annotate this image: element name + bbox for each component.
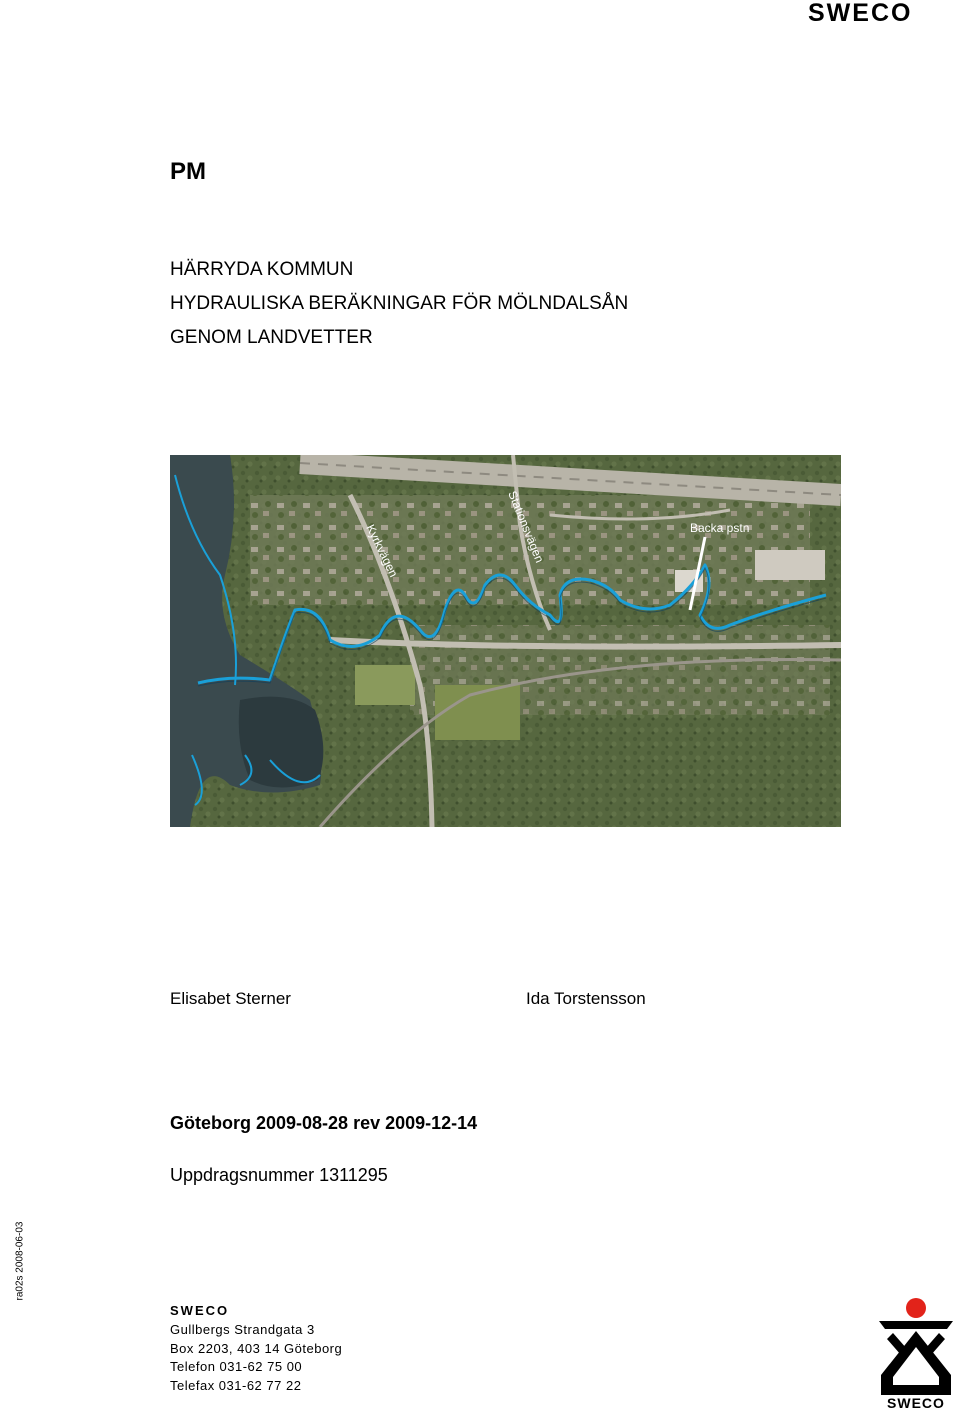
address-box: Box 2203, 403 14 Göteborg <box>170 1341 343 1356</box>
address-street: Gullbergs Strandgata 3 <box>170 1322 315 1337</box>
title-line-3: GENOM LANDVETTER <box>170 327 373 348</box>
title-line-2: HYDRAULISKA BERÄKNINGAR FÖR MÖLNDALSÅN <box>170 293 629 314</box>
address-company: SWECO <box>170 1303 230 1318</box>
date-line: Göteborg 2009-08-28 rev 2009-12-14 <box>170 1113 478 1133</box>
author-2: Ida Torstensson <box>526 989 646 1008</box>
assignment-number: Uppdragsnummer 1311295 <box>170 1165 388 1185</box>
map-illustration <box>170 455 841 827</box>
label-backa-pstn: Backa pstn <box>690 521 750 535</box>
sweco-emblem-icon <box>873 1297 959 1410</box>
author-1: Elisabet Sterner <box>170 989 291 1008</box>
address-phone: Telefon 031-62 75 00 <box>170 1359 303 1374</box>
address-fax: Telefax 031-62 77 22 <box>170 1378 302 1393</box>
sweco-logo-top: SWECO <box>808 0 913 27</box>
form-code: ra02s 2008-06-03 <box>14 1221 26 1301</box>
label-stationsvagen: Stationsvägen <box>505 488 547 565</box>
label-kyrkvagen: Kyrkvägen <box>363 522 401 580</box>
sweco-logo-bottom <box>873 1297 960 1412</box>
logo-red-dot <box>906 1298 926 1318</box>
document-type: PM <box>170 158 206 185</box>
title-line-1: HÄRRYDA KOMMUN <box>170 259 354 280</box>
logo-bottom-text: SWECO <box>887 1395 945 1410</box>
aerial-map <box>170 455 841 827</box>
